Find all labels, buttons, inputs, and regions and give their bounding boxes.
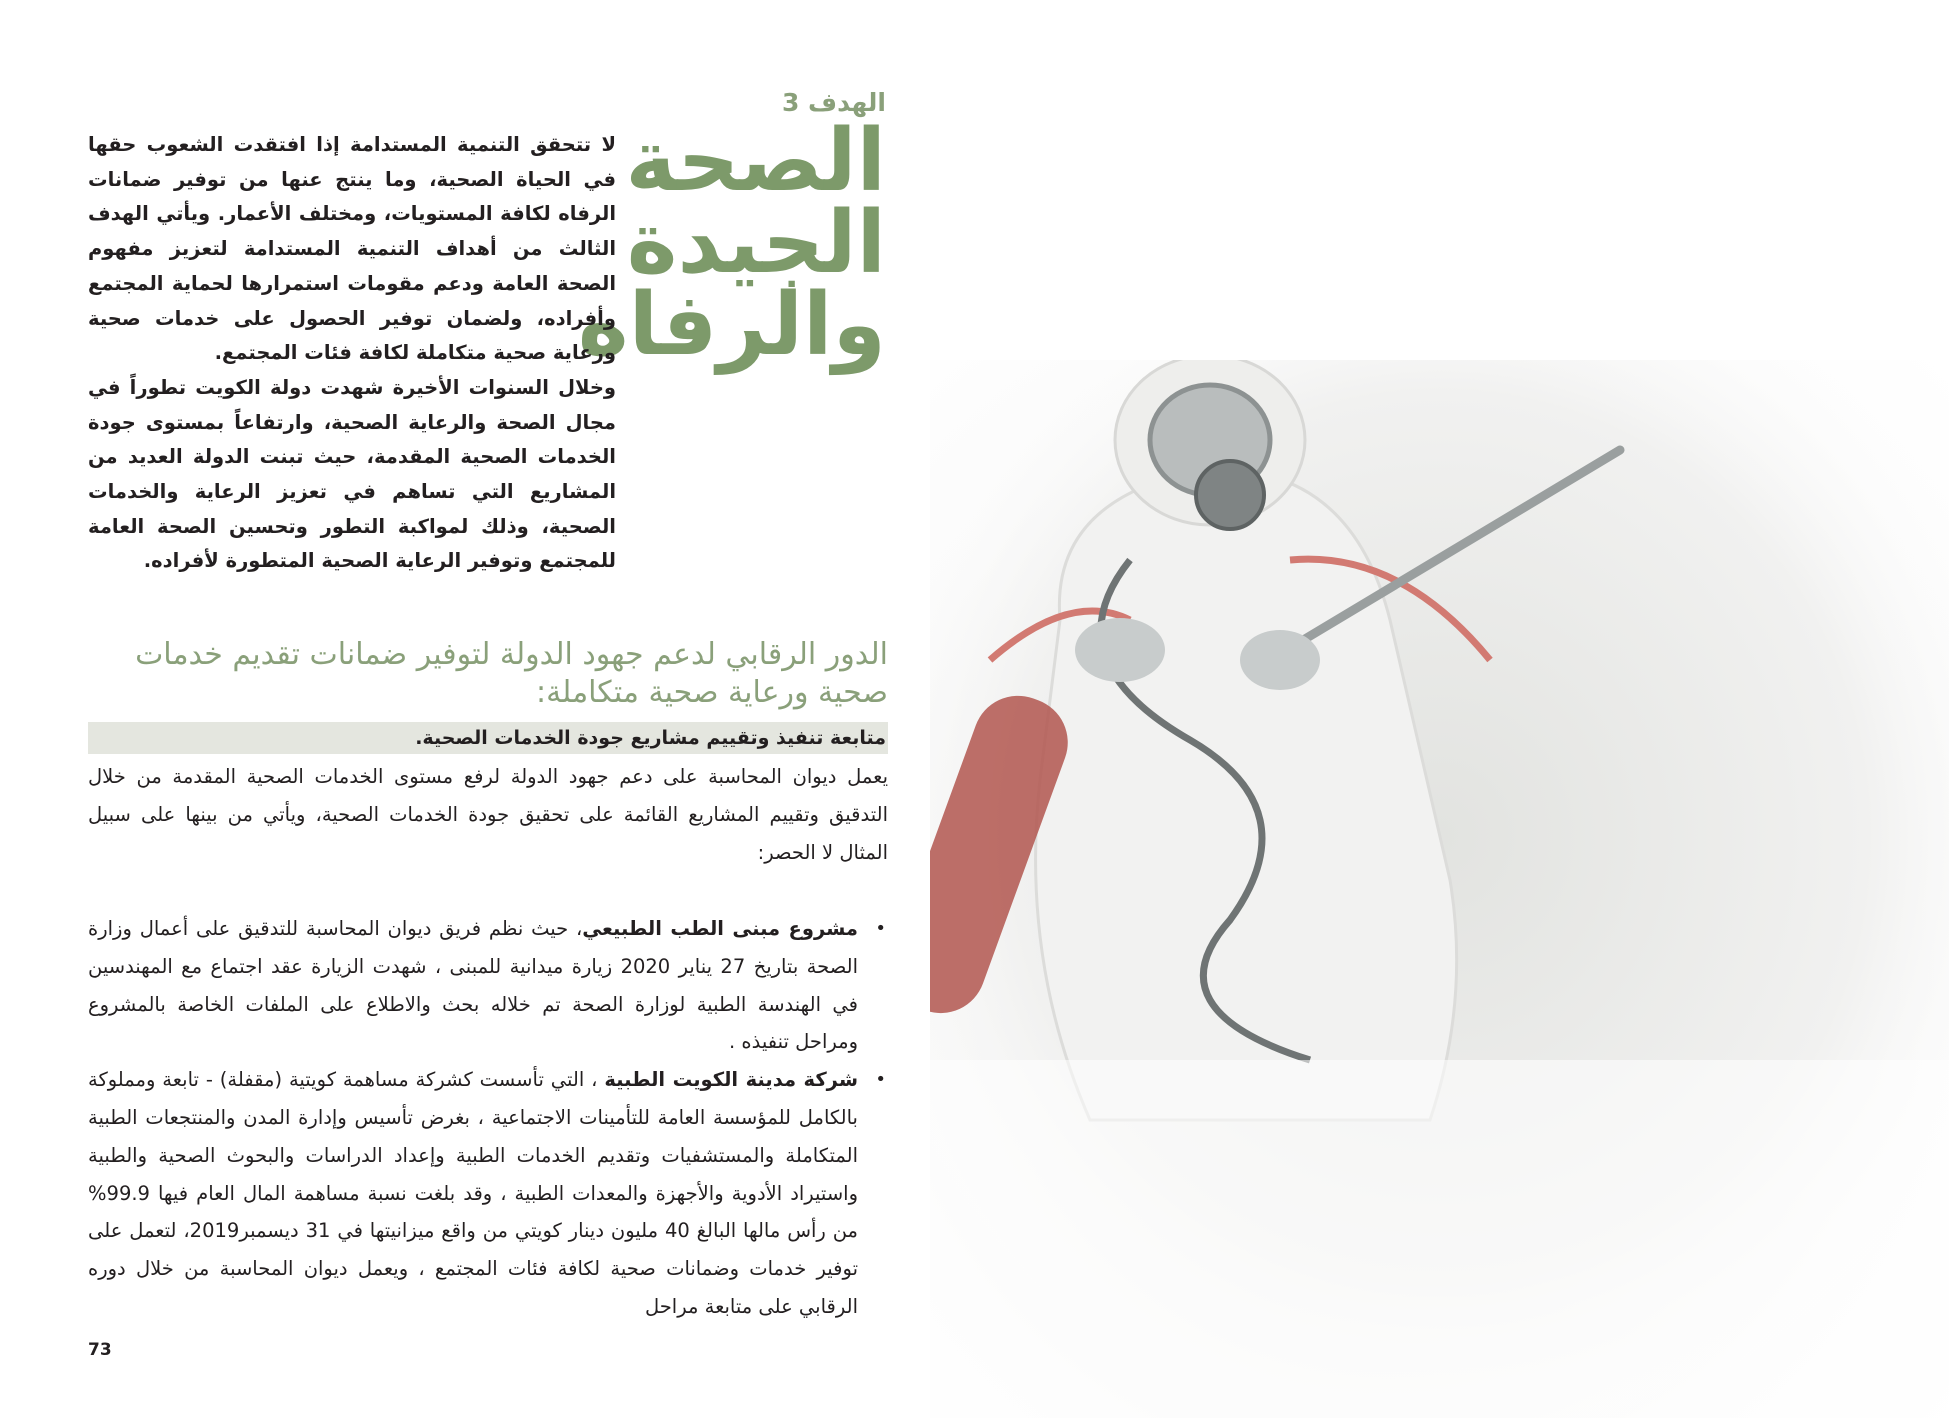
fog-fade <box>930 1060 1949 1418</box>
section-body <box>88 758 888 872</box>
mask-filter <box>1196 461 1264 529</box>
bullet-title: شركة مدينة الكويت الطبية <box>604 1068 858 1092</box>
bullet-text: ، حيث نظم فريق ديوان المحاسبة للتدقيق على أعمال وزارة الصحة بتاريخ 27 يناير 2020 زيارة ميدانية للمبنى ، شهدت الزيارة عقد اجتماع مع المهندسين في الهندسة الطبية لوزارة الصحة تم خلاله بحث والاطلاع على الملفات الخاصة بالمشروع ومراحل تنفيذه . <box>88 917 858 1054</box>
list-item <box>88 1061 888 1326</box>
section-heading: الدور الرقابي لدعم جهود الدولة لتوفير ضمانات تقديم خدمات صحية ورعاية صحية متكاملة: <box>135 637 888 710</box>
glove-right <box>1240 630 1320 690</box>
page-number: 73 <box>88 1340 112 1360</box>
goal-title-line-1: الصحة <box>625 111 886 211</box>
glove-left <box>1075 618 1165 682</box>
project-bullet-list <box>88 910 888 1326</box>
goal-title-line-2: الجيدة <box>626 193 886 293</box>
hazmat-worker-photo <box>930 360 1949 1418</box>
highlight-bar <box>88 722 888 754</box>
intro-text <box>88 128 616 579</box>
bullet-title: مشروع مبنى الطب الطبيعي <box>582 917 858 940</box>
bullet-text: ، التي تأسست كشركة مساهمة كويتية (مقفلة) - تابعة ومملوكة بالكامل للمؤسسة العامة للتأمينات الاجتماعية ، بغرض تأسيس وإدارة المدن والمنتجعات الطبية المتكاملة والمستشفيات وتقديم الخدمات الطبية وإعداد الدراسات والبحوث الصحية والطبية واستيراد الأدوية والأجهزة والمعدات الطبية ، وقد بلغت نسبة مساهمة المال العام فيها 99.9% من رأس مالها البالغ 40 مليون دينار كويتي من واقع ميزانيتها في 31 ديسمبر2019، لتعمل على توفير خدمات وضمانات صحية لكافة فئات المجتمع ، ويعمل ديوان المحاسبة من خلال دوره الرقابي على متابعة مراحل <box>88 1068 859 1318</box>
goal-title-line-3: والرفاه <box>577 275 886 375</box>
bullet-icon: • <box>875 1069 886 1091</box>
goal-number-label: الهدف 3 <box>781 88 886 117</box>
highlight-text: متابعة تنفيذ وتقييم مشاريع جودة الخدمات الصحية. <box>415 727 886 749</box>
bullet-icon: • <box>875 918 886 939</box>
intro-paragraph-1: لا تتحقق التنمية المستدامة إذا افتقدت الشعوب حقها في الحياة الصحية، وما ينتج عنها من توفير ضمانات الرفاه لكافة المستويات، ومختلف الأعمار. ويأتي الهدف الثالث من أهداف التنمية المستدامة لتعزيز مفهوم الصحة العامة ودعم مقومات استمرارها لحماية المجتمع وأفراده، ولضمان توفير الحصول على خدمات صحية ورعاية صحية متكاملة لكافة فئات المجتمع. <box>88 133 616 365</box>
list-item <box>88 910 888 1061</box>
section-body-paragraph: يعمل ديوان المحاسبة على دعم جهود الدولة لرفع مستوى الخدمات الصحية المقدمة من خلال التدقيق وتقييم المشاريع القائمة على تحقيق جودة الخدمات الصحية، ويأتي من بينها على سبيل المثال لا الحصر: <box>88 765 888 864</box>
hazmat-worker-illustration <box>930 360 1949 1418</box>
intro-paragraph-2: وخلال السنوات الأخيرة شهدت دولة الكويت تطوراً في مجال الصحة والرعاية الصحية، وارتفاعاً بمستوى جودة الخدمات الصحية المقدمة، حيث تبنت الدولة العديد من المشاريع التي تساهم في تعزيز الرعاية والخدمات الصحية، وذلك لمواكبة التطور وتحسين الصحة العامة للمجتمع وتوفير الرعاية الصحية المتطورة لأفراده. <box>88 375 616 573</box>
